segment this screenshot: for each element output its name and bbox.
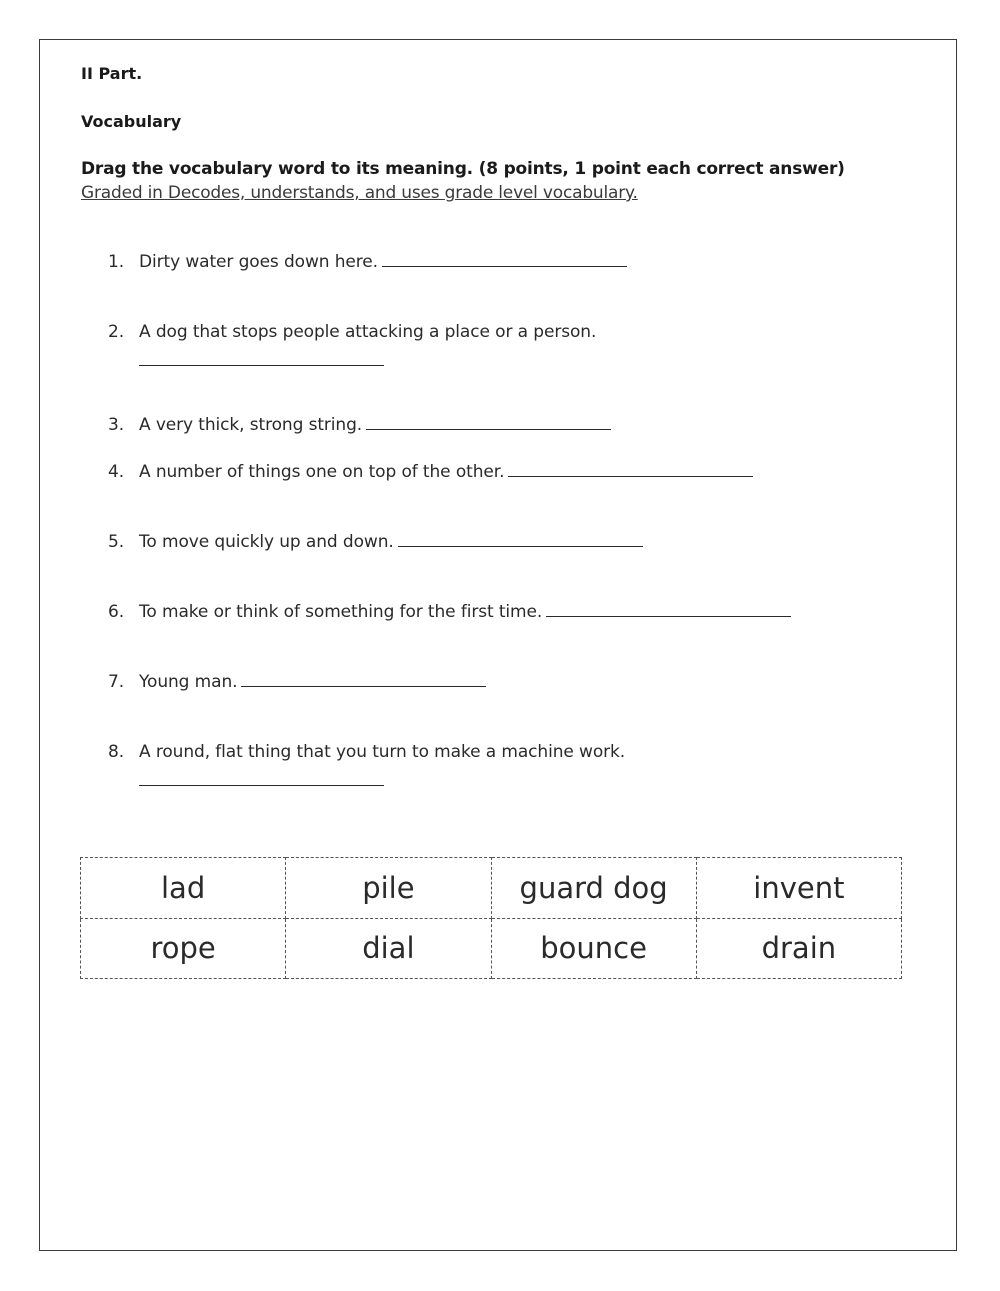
question-5 [108,532,643,552]
question-3 [108,415,611,435]
question-number: 3. [108,415,125,435]
question-text: A dog that stops people attacking a place or a person. [139,322,597,342]
question-1 [108,252,627,272]
question-number: 6. [108,602,125,622]
word-tile[interactable]: rope [81,918,286,979]
answer-blank-3[interactable] [366,428,611,430]
answer-blank-4[interactable] [508,475,753,477]
question-number: 4. [108,462,125,482]
question-text: Young man. [139,672,238,692]
answer-blank-8[interactable] [139,785,384,786]
word-tile[interactable]: pile [286,858,491,919]
question-text: A number of things one on top of the other. [139,462,505,482]
question-text: To make or think of something for the first time. [139,602,543,622]
word-tile[interactable]: dial [286,918,491,979]
word-bank-row [81,858,902,919]
answer-blank-1[interactable] [382,265,627,267]
question-number: 5. [108,532,125,552]
question-text: To move quickly up and down. [139,532,394,552]
section-title: Vocabulary [81,112,182,131]
question-text: Dirty water goes down here. [139,252,378,272]
question-6 [108,602,791,622]
question-text: A very thick, strong string. [139,415,363,435]
part-title: II Part. [81,64,143,83]
answer-blank-6[interactable] [546,615,791,617]
question-number: 8. [108,742,125,762]
question-number: 2. [108,322,125,342]
question-7 [108,672,486,692]
word-bank-row [81,918,902,979]
grading-note: Graded in Decodes, understands, and uses grade level vocabulary. [81,183,638,203]
answer-blank-2[interactable] [139,365,384,366]
word-bank [80,857,902,979]
question-number: 1. [108,252,125,272]
instructions: Drag the vocabulary word to its meaning. (8 points, 1 point each correct answer) [81,159,845,179]
word-tile[interactable]: drain [696,918,901,979]
answer-blank-7[interactable] [241,685,486,687]
word-tile[interactable]: lad [81,858,286,919]
question-2 [108,322,596,342]
answer-blank-5[interactable] [398,545,643,547]
question-8 [108,742,625,762]
word-tile[interactable]: guard dog [491,858,696,919]
question-number: 7. [108,672,125,692]
question-text: A round, flat thing that you turn to make a machine work. [139,742,626,762]
question-4 [108,462,753,482]
page-frame [39,39,957,1251]
word-tile[interactable]: invent [696,858,901,919]
word-tile[interactable]: bounce [491,918,696,979]
